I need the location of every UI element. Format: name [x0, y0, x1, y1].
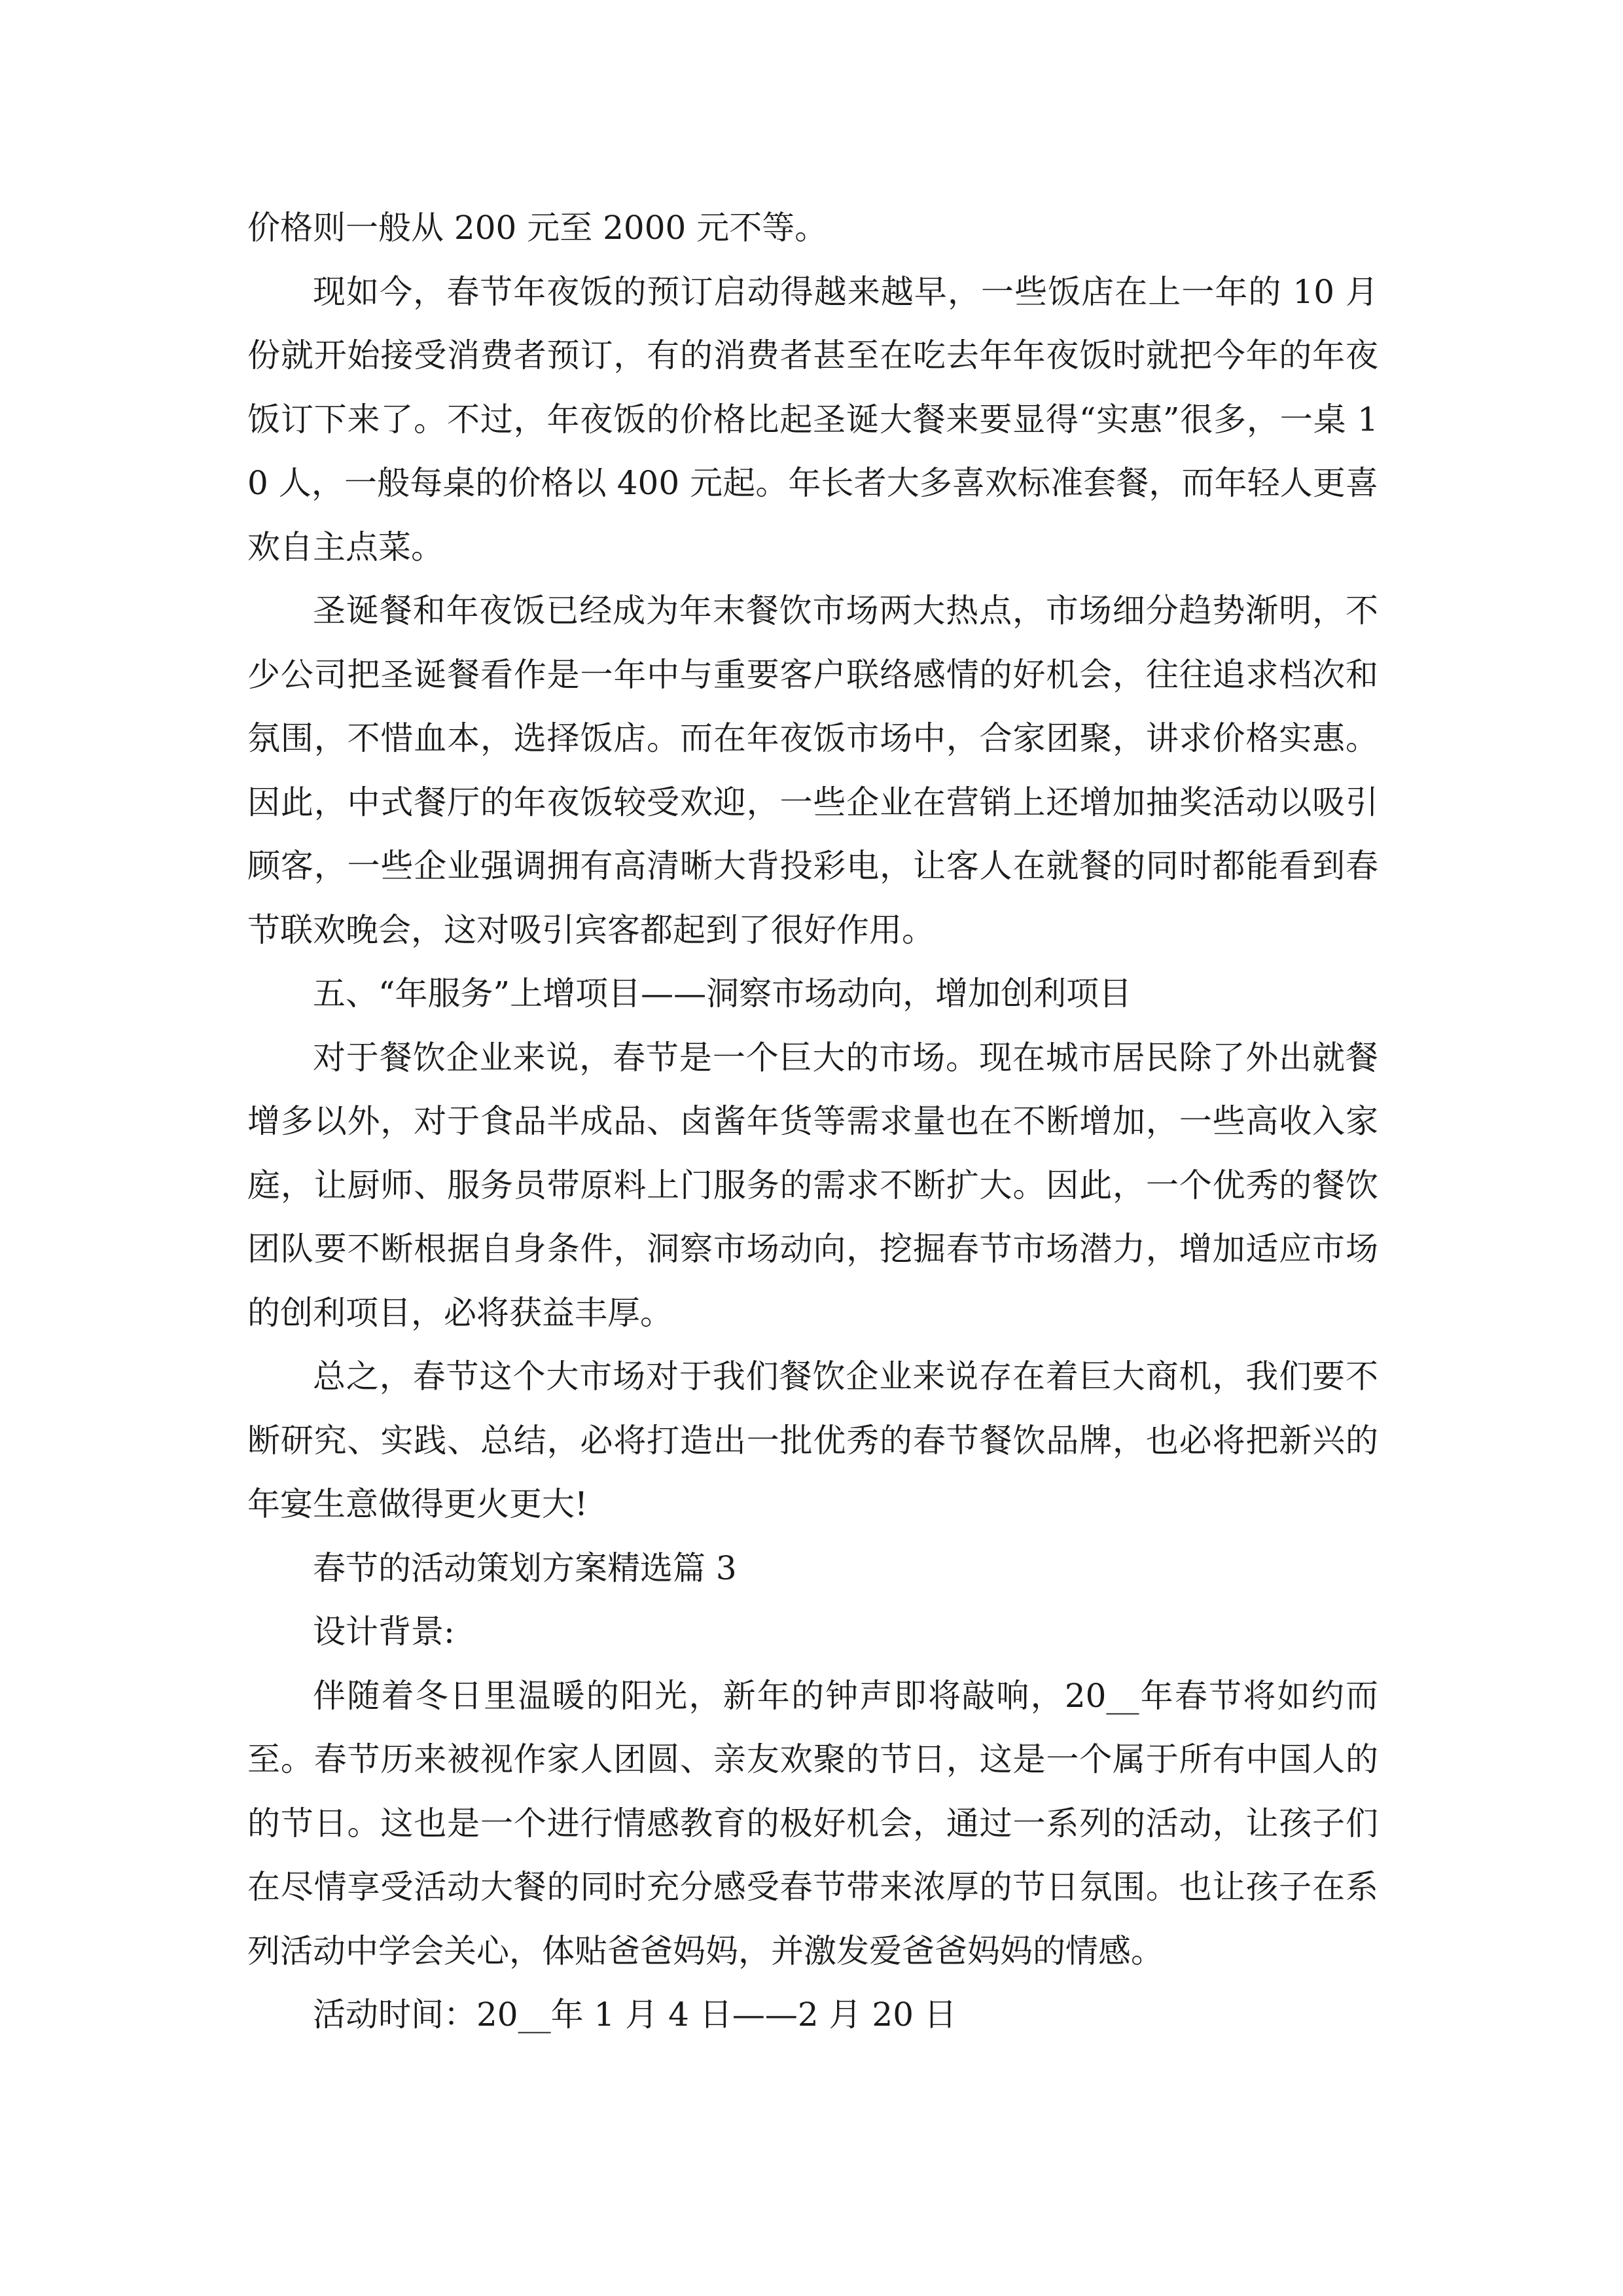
paragraph-price-range: 价格则一般从 200 元至 2000 元不等。: [247, 209, 828, 247]
paragraph-market-hotspots: 圣诞餐和年夜饭已经成为年末餐饮市场两大热点，市场细分趋势渐明，不少公司把圣诞餐看作是一年中与重要客户联络感情的好机会，往往追求档次和氛围，不惜血本，选择饭店。而在年夜饭市场中，合家团聚，讲求价格实惠。因此，中式餐厅的年夜饭较受欢迎，一些企业在营销上还增加抽奖活动以吸引顾客，一些企业强调拥有高清晰大背投彩电，让客人在就餐的同时都能看到春节联欢晚会，这对吸引宾客都起到了很好作用。: [247, 592, 1378, 949]
paragraph-conclusion: 总之，春节这个大市场对于我们餐饮企业来说存在着巨大商机，我们要不断研究、实践、总结，必将打造出一批优秀的春节餐饮品牌，也必将把新兴的年宴生意做得更火更大!: [247, 1357, 1378, 1523]
paragraph-design-background: 伴随着冬日里温暖的阳光，新年的钟声即将敲响，20__年春节将如约而至。春节历来被视作家人团圆、亲友欢聚的节日，这是一个属于所有中国人的的节日。这也是一个进行情感教育的极好机会，通过一系列的活动，让孩子们在尽情享受活动大餐的同时充分感受春节带来浓厚的节日氛围。也让孩子在系列活动中学会关心，体贴爸爸妈妈，并激发爱爸爸妈妈的情感。: [247, 1676, 1378, 1970]
section-heading-five: 五、“年服务”上增项目——洞察市场动向，增加创利项目: [313, 975, 1132, 1013]
document-body: [247, 196, 1378, 2047]
activity-time: 活动时间：20__年 1 月 4 日——2 月 20 日: [313, 1996, 957, 2034]
article-title-part-3: 春节的活动策划方案精选篇 3: [313, 1549, 737, 1587]
paragraph-catering-market: 对于餐饮企业来说，春节是一个巨大的市场。现在城市居民除了外出就餐增多以外，对于食品半成品、卤酱年货等需求量也在不断增加，一些高收入家庭，让厨师、服务员带原料上门服务的需求不断扩大。因此，一个优秀的餐饮团队要不断根据自身条件，洞察市场动向，挖掘春节市场潜力，增加适应市场的创利项目，必将获益丰厚。: [247, 1038, 1378, 1332]
paragraph-new-year-dinner-booking: 现如今，春节年夜饭的预订启动得越来越早，一些饭店在上一年的 10 月份就开始接受消费者预订，有的消费者甚至在吃去年年夜饭时就把今年的年夜饭订下来了。不过，年夜饭的价格比起圣诞大餐来要显得“实惠”很多，一桌 10 人，一般每桌的价格以 400 元起。年长者大多喜欢标准套餐，而年轻人更喜欢自主点菜。: [247, 272, 1378, 566]
design-background-label: 设计背景:: [313, 1613, 455, 1651]
